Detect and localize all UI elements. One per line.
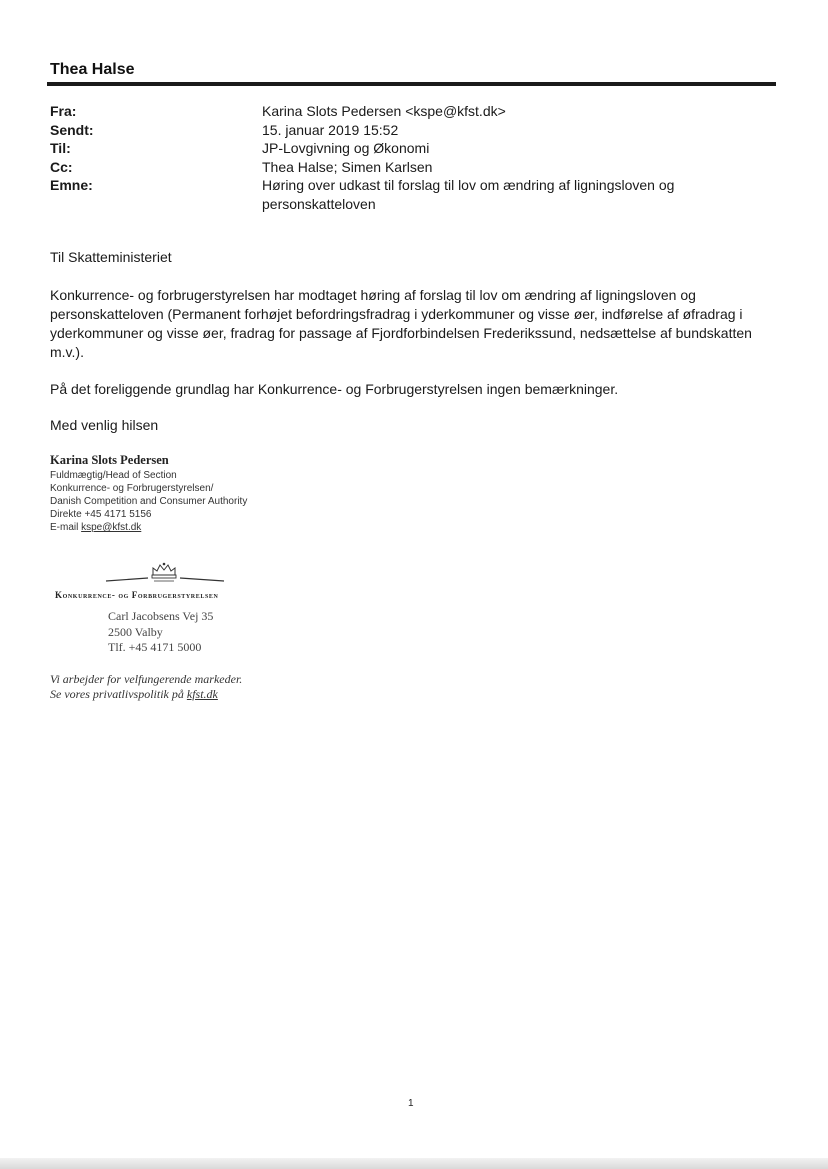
page-number: 1 [408, 1098, 414, 1109]
scan-bottom-edge [0, 1158, 828, 1169]
address-city: 2500 Valby [108, 624, 163, 639]
signature-phone: Direkte +45 4171 5156 [50, 509, 152, 520]
to-label: Til: [50, 140, 71, 156]
subject-label: Emne: [50, 177, 93, 193]
to-value: JP-Lovgivning og Økonomi [262, 140, 430, 156]
sent-label: Sendt: [50, 121, 94, 138]
signature-block [50, 454, 247, 534]
body-paragraph-1: Konkurrence- og forbrugerstyrelsen har modtaget høring af forslag til lov om ændring af ligningsloven og personskatteloven (Permanent forhøjet befordringsfradrag i yderkommuner og visse øer, indførelse af øfradrag i yderkommuner og visse øer, fradrag for passage af Fjordforbindelsen Frederikssund, nedsættelse af bundskatten m.v.). [50, 287, 752, 360]
signature-email-link[interactable]: kspe@kfst.dk [81, 522, 142, 533]
signature-name: Karina Slots Pedersen [50, 453, 169, 467]
signature-org-english: Danish Competition and Consumer Authority [50, 496, 248, 507]
address-phone: Tlf. +45 4171 5000 [108, 640, 202, 654]
closing: Med venlig hilsen [50, 417, 159, 433]
mailbox-owner-name: Thea Halse [50, 61, 135, 78]
signature-email-line [50, 521, 247, 534]
cc-row [50, 158, 750, 177]
cc-label: Cc: [50, 158, 73, 175]
subject-value: Høring over udkast til forslag til lov om ændring af ligningsloven og personskatteloven [262, 177, 675, 212]
postal-address [108, 609, 213, 656]
privacy-policy-link[interactable]: kfst.dk [186, 686, 218, 701]
sent-value: 15. januar 2019 15:52 [262, 121, 399, 138]
motto-line-2 [50, 687, 242, 702]
signature-org-danish: Konkurrence- og Forbrugerstyrelsen/ [50, 483, 214, 494]
subject-row [50, 176, 750, 213]
cc-value: Thea Halse; Simen Karlsen [262, 158, 433, 175]
to-row [50, 139, 750, 158]
motto-line-1: Vi arbejder for velfungerende markeder. [50, 672, 243, 686]
agency-motto [50, 672, 242, 701]
salutation: Til Skatteministeriet [50, 249, 172, 265]
email-header [50, 102, 750, 213]
from-row [50, 102, 750, 121]
header-divider [47, 82, 776, 86]
signature-email-prefix: E-mail [50, 522, 82, 533]
body-paragraph-2: På det foreliggende grundlag har Konkurrence- og Forbrugerstyrelsen ingen bemærkninger. [50, 381, 619, 397]
from-value: Karina Slots Pedersen <kspe@kfst.dk> [262, 103, 506, 119]
from-label: Fra: [50, 103, 77, 119]
signature-title: Fuldmægtig/Head of Section [50, 470, 177, 481]
sent-row [50, 121, 750, 140]
motto-line-2-text: Se vores privatlivspolitik på [50, 686, 187, 701]
agency-wordmark: Konkurrence- og Forbrugerstyrelsen [55, 590, 219, 600]
address-street: Carl Jacobsens Vej 35 [108, 609, 214, 623]
